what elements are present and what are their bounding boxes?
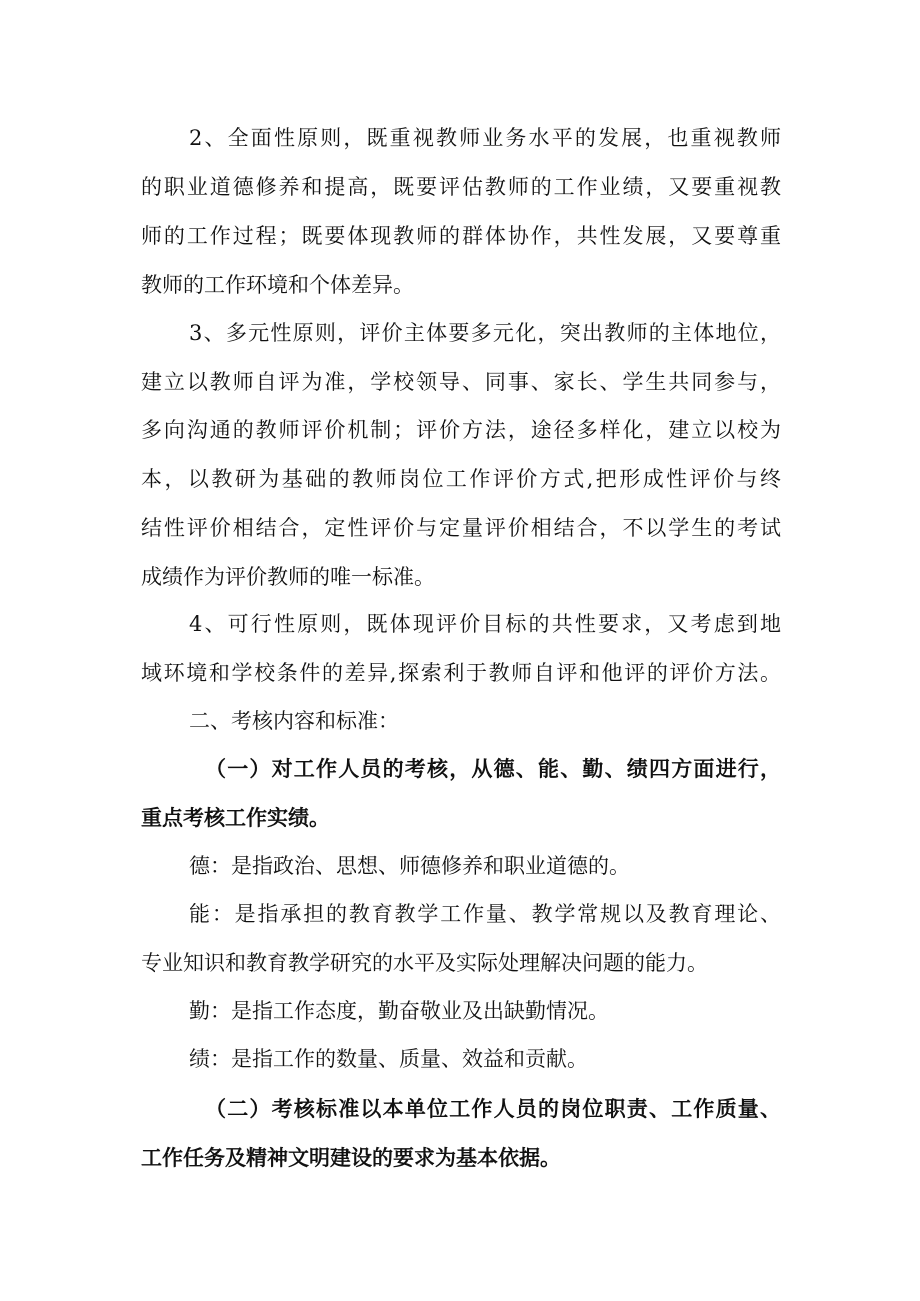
subsection-heading-line: （二）考核标准以本单位工作人员的岗位职责、工作质量、	[205, 1097, 781, 1121]
paragraph-line: 2、全面性原则，既重视教师业务水平的发展，也重视教师	[189, 126, 781, 150]
paragraph-line: 绩：是指工作的数量、质量、效益和贡献。	[189, 1047, 588, 1071]
paragraph-line: 教师的工作环境和个体差异。	[141, 273, 414, 297]
paragraph-line: 的职业道德修养和提高，既要评估教师的工作业绩，又要重视教	[141, 175, 781, 199]
paragraph-line: 3、多元性原则，评价主体要多元化，突出教师的主体地位，	[189, 321, 781, 345]
subsection-heading-line: 工作任务及精神文明建设的要求为基本依据。	[141, 1146, 561, 1170]
paragraph-line: 德：是指政治、思想、师德修养和职业道德的。	[189, 854, 630, 878]
paragraph-line: 本，以教研为基础的教师岗位工作评价方式,把形成性评价与终	[141, 467, 781, 491]
paragraph-line: 4、可行性原则，既体现评价目标的共性要求，又考虑到地	[189, 612, 781, 636]
paragraph-line: 域环境和学校条件的差异,探索利于教师自评和他评的评价方法。	[141, 661, 781, 685]
paragraph-line: 专业知识和教育教学研究的水平及实际处理解决问题的能力。	[141, 951, 708, 975]
subsection-heading-line: 重点考核工作实绩。	[141, 806, 330, 830]
subsection-heading-line: （一）对工作人员的考核，从德、能、勤、绩四方面进行，	[205, 757, 781, 781]
paragraph-line: 勤：是指工作态度，勤奋敬业及出缺勤情况。	[189, 999, 609, 1023]
paragraph-line: 能：是指承担的教育教学工作量、教学常规以及教育理论、	[189, 902, 781, 926]
paragraph-line: 成绩作为评价教师的唯一标准。	[141, 565, 435, 589]
paragraph-line: 建立以教师自评为准，学校领导、同事、家长、学生共同参与，	[141, 370, 781, 394]
paragraph-line: 师的工作过程；既要体现教师的群体协作，共性发展，又要尊重	[141, 224, 781, 248]
section-heading: 二、考核内容和标准：	[189, 709, 399, 733]
paragraph-line: 结性评价相结合，定性评价与定量评价相结合，不以学生的考试	[141, 516, 781, 540]
paragraph-line: 多向沟通的教师评价机制；评价方法，途径多样化，建立以校为	[141, 418, 781, 442]
